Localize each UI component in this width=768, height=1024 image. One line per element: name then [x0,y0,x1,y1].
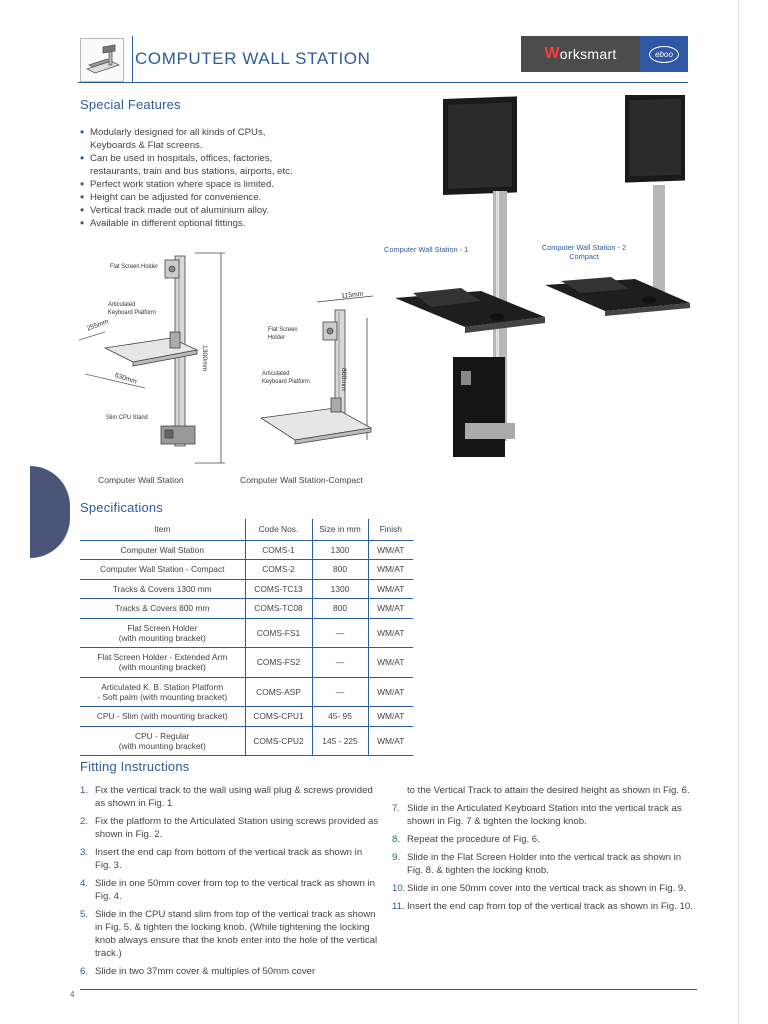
cell-size: 45- 95 [312,707,368,727]
brand-initial: W [544,45,560,62]
cell-item-line1: CPU - Regular [135,730,190,741]
cell-finish: WM/AT [368,726,413,756]
worksmart-logo [521,36,640,72]
caption-compact-station: Computer Wall Station-Compact [240,475,363,485]
step-number: 7. [392,803,401,814]
instruction-step [80,908,380,960]
specifications-title: Specifications [80,500,164,515]
instruction-step [392,851,697,877]
label-compact-flat-screen: Flat Screen Holder [268,326,298,341]
table-row [80,726,413,756]
cell-item [80,677,245,707]
feature-item-cont: restaurants, train and bus stations, airports, etc. [90,166,293,177]
features-title: Special Features [80,97,181,112]
cell-item-line1: Flat Screen Holder [127,622,198,633]
specifications-table [80,519,413,756]
header-item: Item [80,519,245,540]
table-row [80,560,413,580]
features-list [80,126,380,230]
instruction-step-continued [392,784,697,797]
cell-size: 1300 [312,540,368,560]
step-text: Slide in the Flat Screen Holder into the vertical track as shown in Fig. 8. & tighten the locking knob. [407,852,682,876]
cell-item: Tracks & Covers 800 mm [80,599,245,619]
side-tab-marker [30,466,70,558]
feature-item: • Perfect work station where space is limited. [80,178,380,191]
instructions-left-list [80,784,380,983]
dim-height-1300: 1300mm [201,345,208,372]
table-row [80,579,413,599]
instruction-step [392,882,697,895]
station-1-photo [395,96,545,457]
table-row [80,648,413,678]
photo-label-station-2 [530,243,638,261]
feature-item: • Available in different optional fittings. [80,217,380,230]
header-divider [132,36,133,83]
photo-label-station-2-line2: Compact [569,252,599,261]
brand-logo [521,36,688,72]
cell-code: COMS-ASP [245,677,312,707]
feature-item: • Height can be adjusted for convenience. [80,191,380,204]
cell-finish: WM/AT [368,599,413,619]
step-number: 5. [80,909,89,920]
cell-item-line1: Flat Screen Holder - Extended Arm [97,652,228,663]
instructions-right-list [392,784,697,918]
step-text: to the Vertical Track to attain the desired height as shown in Fig. 6. [407,785,690,796]
caption-wall-station: Computer Wall Station [98,475,184,485]
cell-code: COMS-FS1 [245,618,312,648]
step-number: 9. [392,852,401,863]
instruction-step [80,877,380,903]
cell-code: COMS-FS2 [245,648,312,678]
cell-code: COMS-CPU2 [245,726,312,756]
page-number: 4 [70,990,75,999]
table-row [80,618,413,648]
dim-height-800: 800mm [340,368,347,391]
header-finish: Finish [368,519,413,540]
cell-size: 800 [312,599,368,619]
label-compact-keyboard: Articulated Keyboard Platform [262,370,310,385]
table-row [80,677,413,707]
cell-size: — [312,648,368,678]
step-number: 3. [80,847,89,858]
dim-top-115: 115mm [341,290,364,300]
table-row [80,540,413,560]
photo-label-station-2-line1: Computer Wall Station - 2 [541,243,627,252]
cell-item-line2: (with mounting bracket) [118,632,206,643]
page-edge-line [738,0,739,1024]
cell-item [80,726,245,756]
product-photos [385,95,700,470]
dim-width-630: 630mm [113,372,138,386]
cell-item: Computer Wall Station [80,540,245,560]
page-header [78,36,688,83]
cell-size: 800 [312,560,368,580]
cell-finish: WM/AT [368,579,413,599]
cell-item-line2: (with mounting bracket) [118,740,206,751]
header-code: Code Nos. [245,519,312,540]
eboo-badge: eboo [649,46,679,63]
label-keyboard-platform: Articulated Keyboard Platform [108,301,156,316]
feature-item-cont: Keyboards & Flat screens. [90,140,203,151]
instruction-step [80,965,380,978]
cell-item-line2: (with mounting bracket) [118,662,206,673]
cell-code: COMS-CPU1 [245,707,312,727]
step-text: Insert the end cap from top of the vertical track as shown in Fig. 10. [407,901,693,912]
instruction-step [80,784,380,810]
label-cpu-stand: Slim CPU Stand [106,414,148,421]
step-number: 6. [80,966,89,977]
cell-finish: WM/AT [368,677,413,707]
cell-item [80,648,245,678]
step-text: Slide in the Articulated Keyboard Station into the vertical track as shown in Fig. 7 & tighten the locking knob. [407,803,682,827]
step-text: Fix the platform to the Articulated Station using screws provided as shown in Fig. 2. [95,816,379,840]
wall-station-diagram [75,248,235,473]
cell-item: CPU - Slim (with mounting bracket) [80,707,245,727]
cell-code: COMS-TC13 [245,579,312,599]
brand-name: orksmart [559,46,617,62]
table-header-row [80,519,413,540]
cell-size: 145 - 225 [312,726,368,756]
cell-item [80,618,245,648]
instruction-step [392,833,697,846]
step-text: Fix the vertical track to the wall using wall plug & screws provided as shown in Fig. 1 [95,785,373,809]
cell-item: Computer Wall Station - Compact [80,560,245,580]
photo-label-station-1: Computer Wall Station - 1 [384,245,469,254]
table-row [80,707,413,727]
workstation-thumbnail-icon [80,38,124,82]
table-row [80,599,413,619]
step-text: Repeat the procedure of Fig. 6. [407,834,540,845]
eboo-logo [640,36,688,72]
instruction-step [392,802,697,828]
cell-size: — [312,618,368,648]
cell-code: COMS-2 [245,560,312,580]
feature-item: • Vertical track made out of aluminium alloy. [80,204,380,217]
cell-item: Tracks & Covers 1300 mm [80,579,245,599]
page-title: COMPUTER WALL STATION [135,49,371,68]
step-text: Slide in one 50mm cover into the vertical track as shown in Fig. 9. [407,883,686,894]
step-text: Slide in the CPU stand slim from top of the vertical track as shown in Fig. 5. & tighten the locking knob. (While tightening the locking knob always ensure that the knob enter into the hole of the vertical track.) [95,909,378,959]
cell-finish: WM/AT [368,560,413,580]
step-text: Slide in one 50mm cover from top to the vertical track as shown in Fig. 4. [95,878,375,902]
instruction-step [80,815,380,841]
station-2-photo [545,95,690,316]
cell-item-line2: - Soft palm (with mounting bracket) [97,691,228,702]
step-number: 1. [80,785,89,796]
feature-item: • Can be used in hospitals, offices, factories, [80,152,380,165]
step-number: 2. [80,816,89,827]
cell-finish: WM/AT [368,648,413,678]
step-number: 8. [392,834,401,845]
step-text: Insert the end cap from bottom of the vertical track as shown in Fig. 3. [95,847,363,871]
instruction-step [80,846,380,872]
instructions-title: Fitting Instructions [80,759,190,774]
cell-code: COMS-1 [245,540,312,560]
cell-finish: WM/AT [368,707,413,727]
cell-size: — [312,677,368,707]
footer-divider [80,989,697,990]
cell-code: COMS-TC08 [245,599,312,619]
step-number: 11. [392,901,405,912]
cell-item-line1: Articulated K. B. Station Platform [101,681,224,692]
cell-finish: WM/AT [368,540,413,560]
step-number: 4. [80,878,89,889]
cell-finish: WM/AT [368,618,413,648]
step-text: Slide in two 37mm cover & multiples of 50mm cover [95,966,316,977]
header-size: Size in mm [312,519,368,540]
dim-depth-255: 255mm [86,318,110,333]
step-number: 10. [392,883,406,894]
label-flat-screen-holder: Flat Screen Holder [110,263,159,270]
feature-item: • Modularly designed for all kinds of CPUs, [80,126,380,139]
instruction-step [392,900,697,913]
cell-size: 1300 [312,579,368,599]
